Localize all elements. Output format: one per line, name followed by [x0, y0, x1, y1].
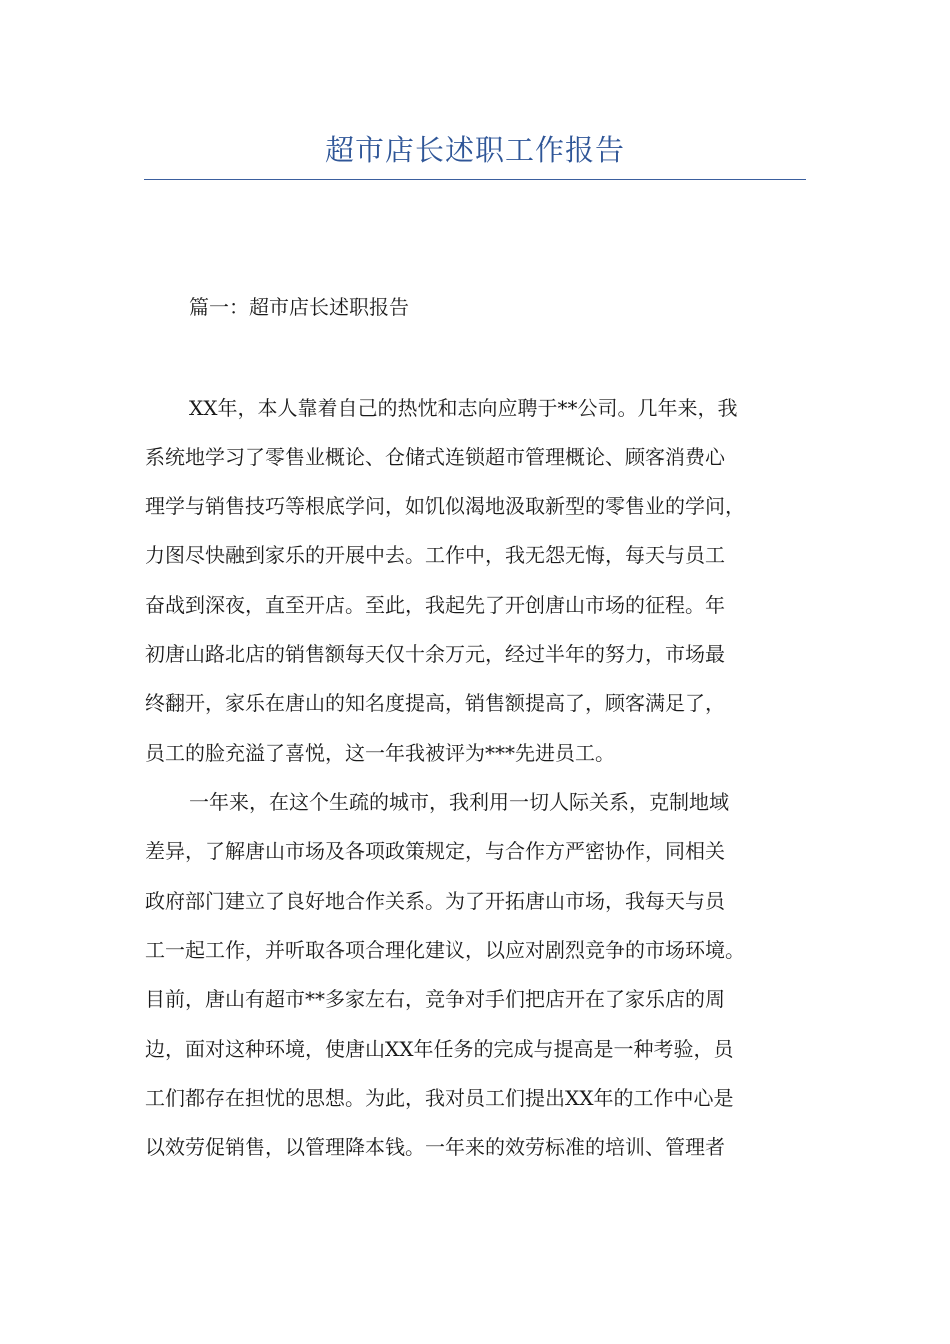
paragraph-2-line-6: 边，面对这种环境，使唐山XX年任务的完成与提高是一种考验，员 [145, 1037, 734, 1061]
paragraph-1-line-1: XX年，本人靠着自己的热忱和志向应聘于**公司。几年来，我 [189, 396, 738, 420]
paragraph-2-line-5: 目前，唐山有超市**多家左右，竞争对手们把店开在了家乐店的周 [145, 987, 725, 1011]
title-underline [144, 179, 806, 180]
paragraph-2-line-8: 以效劳促销售，以管理降本钱。一年来的效劳标准的培训、管理者 [145, 1135, 725, 1159]
paragraph-1-line-7: 终翻开，家乐在唐山的知名度提高，销售额提高了，顾客满足了， [145, 691, 725, 715]
paragraph-2-line-3: 政府部门建立了良好地合作关系。为了开拓唐山市场，我每天与员 [145, 889, 725, 913]
paragraph-1-line-8: 员工的脸充溢了喜悦，这一年我被评为***先进员工。 [145, 741, 615, 765]
paragraph-2-line-1: 一年来，在这个生疏的城市，我利用一切人际关系，克制地域 [189, 790, 729, 814]
paragraph-1-line-6: 初唐山路北店的销售额每天仅十余万元，经过半年的努力，市场最 [145, 642, 725, 666]
paragraph-1-line-5: 奋战到深夜，直至开店。至此，我起先了开创唐山市场的征程。年 [145, 593, 725, 617]
paragraph-2-line-4: 工一起工作，并听取各项合理化建议，以应对剧烈竞争的市场环境。 [145, 938, 745, 962]
paragraph-2-line-7: 工们都存在担忧的思想。为此，我对员工们提出XX年的工作中心是 [145, 1086, 734, 1110]
paragraph-1-line-4: 力图尽快融到家乐的开展中去。工作中，我无怨无悔，每天与员工 [145, 543, 725, 567]
paragraph-1-line-2: 系统地学习了零售业概论、仓储式连锁超市管理概论、顾客消费心 [145, 445, 725, 469]
paragraph-2-line-2: 差异，了解唐山市场及各项政策规定，与合作方严密协作，同相关 [145, 839, 725, 863]
section-heading: 篇一：超市店长述职报告 [189, 295, 409, 319]
paragraph-1-line-3: 理学与销售技巧等根底学问，如饥似渴地汲取新型的零售业的学问， [145, 494, 745, 518]
document-title: 超市店长述职工作报告 [324, 133, 625, 167]
